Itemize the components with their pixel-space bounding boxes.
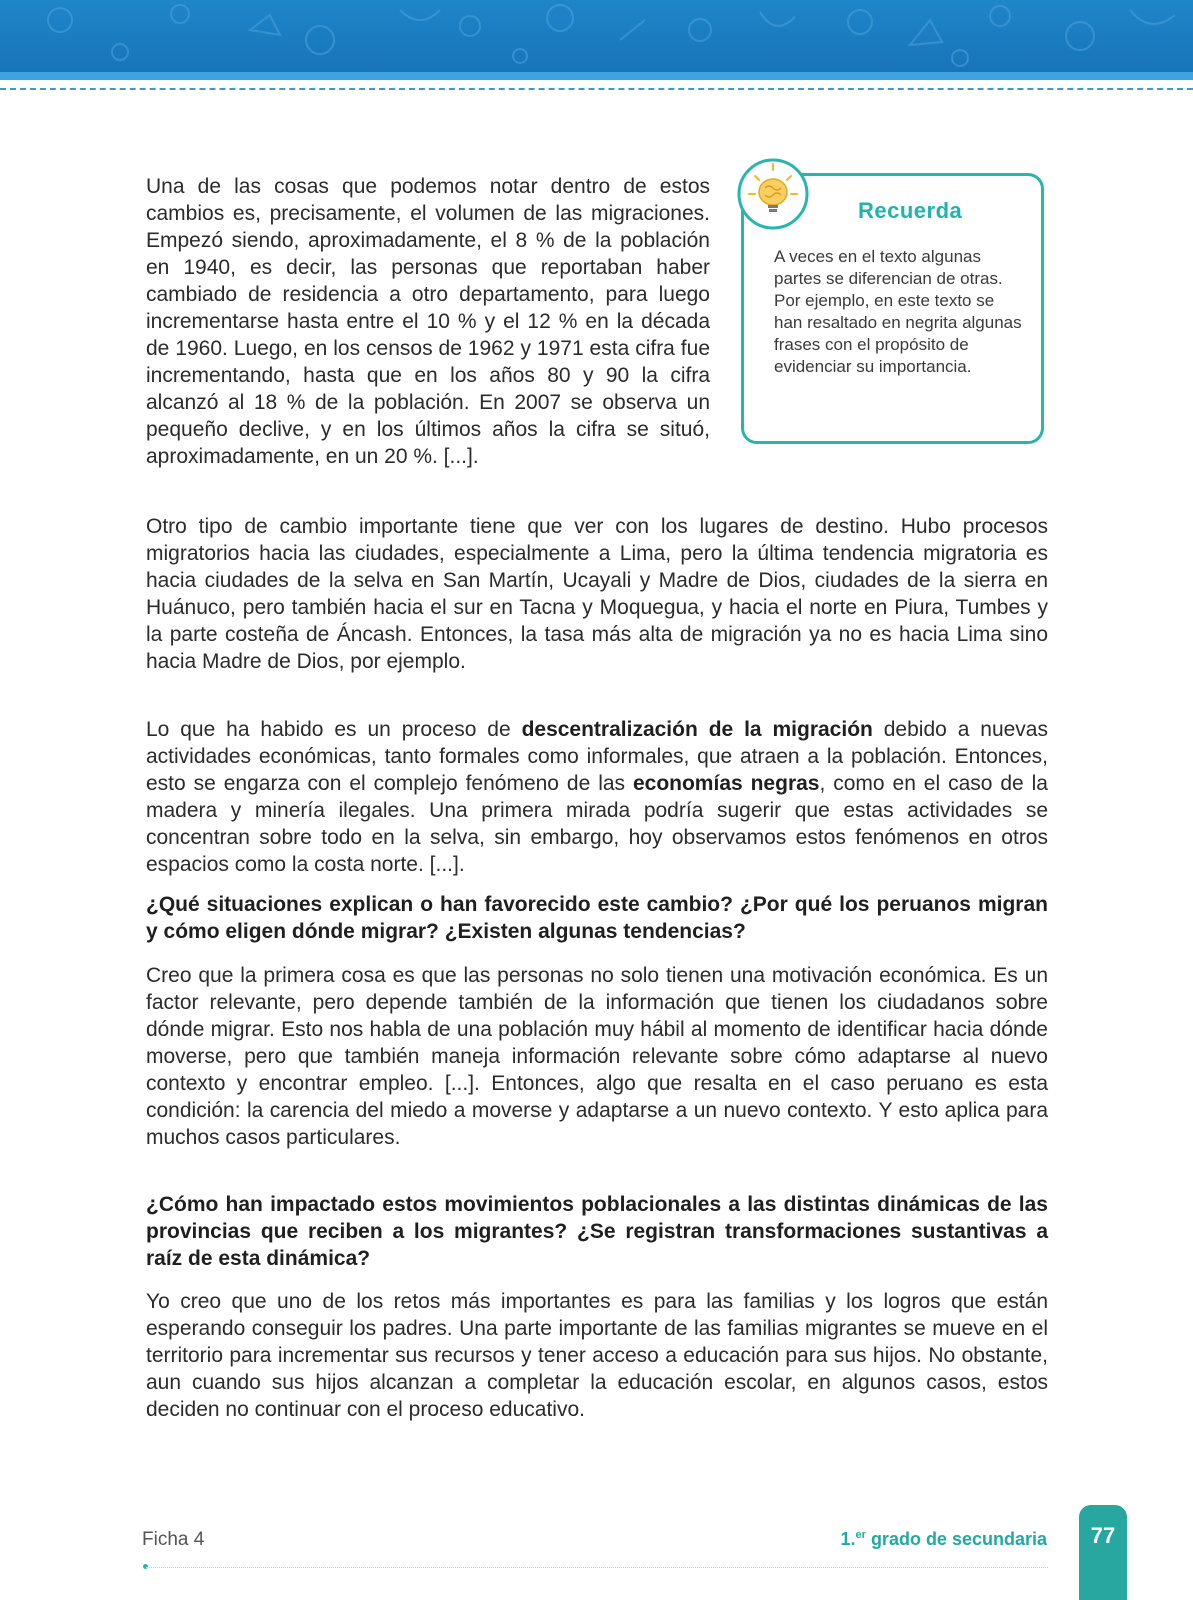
paragraph-decentralization <box>146 716 1048 878</box>
page-number-tab <box>1079 1505 1127 1600</box>
paragraph-destinations: Otro tipo de cambio importante tiene que ver con los lugares de destino. Hubo procesos migratorios hacia las ciudades, especialmente a Lima, pero la última tendencia migratoria es hacia ciudades de la selva en San Martín, Ucayali y Madre de Dios, ciudades de la sierra en Huánuco, pero también hacia el sur en Tacna y Moquegua, y hacia el norte en Piura, Tumbes y la parte costeña de Áncash. Entonces, la tasa más alta de migración ya no es hacia Lima sino hacia Madre de Dios, por ejemplo. <box>146 515 1048 673</box>
page-number: 77 <box>1090 1523 1116 1548</box>
paragraph-migration-volume: Una de las cosas que podemos notar dentro de estos cambios es, precisamente, el volumen de las migraciones. Empezó siendo, aproximadamente, el 8 % de la población en 1940, es decir, las personas que reportaban haber cambiado de residencia a otro departamento, para luego incrementarse hasta entre el 10 % y el 12 % en la década de 1960. Luego, en los censos de 1962 y 1971 esta cifra fue incrementando, hasta que en los años 80 y 90 la cifra alcanzó al 18 % de la población. En 2007 se observa un pequeño declive, y en los últimos años la cifra se situó, aproximadamente, en un 20 %. [...]. <box>146 175 710 468</box>
recuerda-text: A veces en el texto algunas partes se diferencian de otras. Por ejemplo, en este texto se han resaltado en negrita algunas frases con el propósito de evidenciar su importancia. <box>774 247 1022 376</box>
banner-stripe <box>0 72 1193 80</box>
lightbulb-brain-icon <box>733 154 813 234</box>
header-divider <box>0 88 1193 90</box>
question-1: ¿Qué situaciones explican o han favorecido este cambio? ¿Por qué los peruanos migran y cómo eligen dónde migrar? ¿Existen algunas tendencias? <box>146 893 1048 943</box>
top-banner <box>0 0 1193 72</box>
grade-superscript: er <box>855 1529 866 1541</box>
text-segment: debido a nuevas actividades económicas, tanto formales como informales, que atraen a la población. Entonces, esto se engarza con el complejo fenómeno de las <box>146 718 1048 795</box>
bold-phrase-black-economies: economías negras <box>632 772 820 795</box>
paragraph-motivation: Creo que la primera cosa es que las personas no solo tienen una motivación económica. Es un factor relevante, pero depende también de la información que tienen los ciudadanos sobre dónde migrar. Esto nos habla de una población muy hábil al momento de identificar hacia dónde moverse, pero que también maneja información relevante sobre cómo adaptarse al nuevo contexto y encontrar empleo. [...]. Entonces, algo que resalta en el caso peruano es esta condición: la carencia del miedo a moverse y adaptarse a un nuevo contexto. Y esto aplica para muchos casos particulares. <box>146 964 1048 1149</box>
footer-grade <box>841 1529 1047 1550</box>
grade-number: 1. <box>840 1529 856 1549</box>
text-segment: , como en el caso de la madera y minería ilegales. Una primera mirada podría sugerir que estas actividades se concentran sobre todo en la selva, sin embargo, hoy observamos estos fenómenos en otros espacios como la costa norte. [...]. <box>146 772 1048 876</box>
question-2: ¿Cómo han impactado estos movimientos poblacionales a las distintas dinámicas de las provincias que reciben a los migrantes? ¿Se registran transformaciones sustantivas a raíz de esta dinámica? <box>146 1193 1048 1270</box>
text-segment: Lo que ha habido es un proceso de <box>146 718 522 741</box>
recuerda-title: Recuerda <box>858 198 963 223</box>
bold-phrase-decentralization: descentralización de la migración <box>521 718 873 741</box>
banner-doodles <box>0 0 1193 72</box>
grade-rest: grado de secundaria <box>865 1529 1047 1549</box>
footer-ficha: Ficha 4 <box>142 1529 205 1550</box>
paragraph-families: Yo creo que uno de los retos más importantes es para las familias y los logros que están esperando conseguir los padres. Una parte importante de las familias migrantes se mueve en el territorio para incrementar sus recursos y tener acceso a educación para sus hijos. No obstante, aun cuando sus hijos alcanzan a completar la educación escolar, en algunos casos, estos deciden no continuar con el proceso educativo. <box>146 1290 1048 1421</box>
footer-line <box>146 1567 1048 1568</box>
